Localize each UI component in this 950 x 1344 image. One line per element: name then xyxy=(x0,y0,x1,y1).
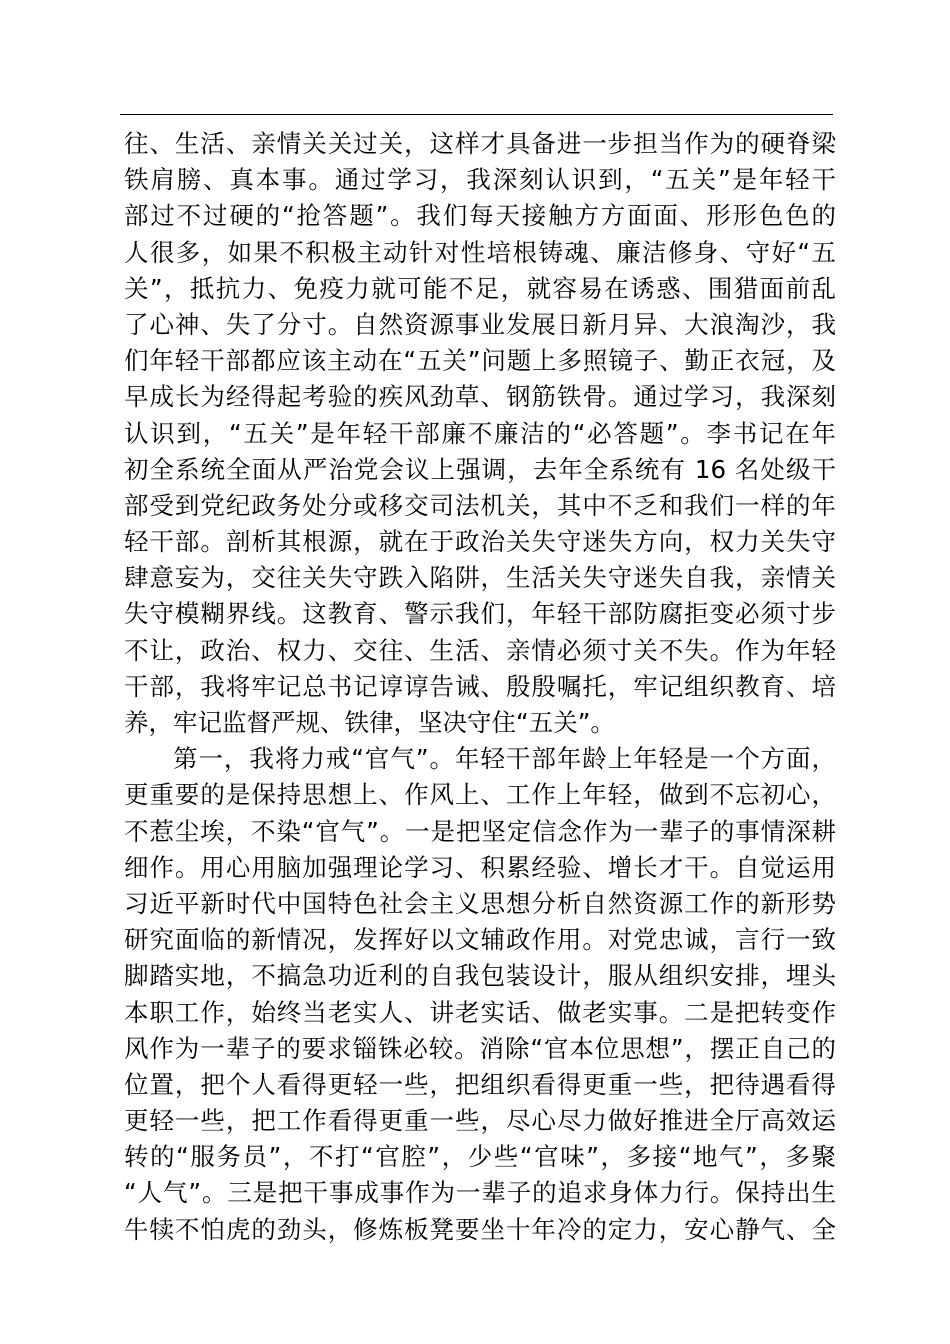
text-line: 肆意妄为，交往关失守跌入陷阱，生活关失守迷失自我，亲情关 xyxy=(124,563,836,593)
text-line: 轻干部。剖析其根源，就在于政治关失守迷失方向，权力关失守 xyxy=(124,527,836,557)
text-line: 认识到，“五关”是年轻干部廉不廉洁的“必答题”。李书记在年 xyxy=(124,418,836,448)
text-line: 更轻一些，把工作看得更重一些，尽心尽力做好推进全厅高效运 xyxy=(124,1106,836,1136)
text-line: 研究面临的新情况，发挥好以文辅政作用。对党忠诚，言行一致 xyxy=(124,925,836,955)
text-line: 往、生活、亲情关关过关，这样才具备进一步担当作为的硬脊梁 xyxy=(124,129,836,158)
text-line: 失守模糊界线。这教育、警示我们，年轻干部防腐拒变必须寸步 xyxy=(124,599,836,629)
text-line: 转的“服务员”，不打“官腔”，少些“官味”，多接“地气”，多聚 xyxy=(124,1142,836,1172)
text-line: 本职工作，始终当老实人、讲老实话、做老实事。二是把转变作 xyxy=(124,997,836,1027)
text-line: 习近平新时代中国特色社会主义思想分析自然资源工作的新形势 xyxy=(124,888,836,918)
text-line: 第一，我将力戒“官气”。年轻干部年龄上年轻是一个方面， xyxy=(173,744,836,774)
text-line: 不惹尘埃，不染“官气”。一是把坚定信念作为一辈子的事情深耕 xyxy=(124,816,836,846)
text-line: 养，牢记监督严规、铁律，坚决守住“五关”。 xyxy=(124,708,615,737)
body-text xyxy=(124,126,836,1248)
text-line: 不让，政治、权力、交往、生活、亲情必须寸关不失。作为年轻 xyxy=(124,635,836,665)
text-line: “人气”。三是把干事成事作为一辈子的追求身体力行。保持出生 xyxy=(124,1178,836,1208)
text-line: 脚踏实地，不搞急功近利的自我包装设计，服从组织安排，埋头 xyxy=(124,961,836,991)
text-line: 位置，把个人看得更轻一些，把组织看得更重一些，把待遇看得 xyxy=(124,1069,836,1099)
text-line: 们年轻干部都应该主动在“五关”问题上多照镜子、勤正衣冠，及 xyxy=(124,346,836,376)
header-rule xyxy=(120,114,833,115)
text-line: 初全系统全面从严治党会议上强调，去年全系统有 16 名处级干 xyxy=(124,454,836,484)
text-line: 铁肩膀、真本事。通过学习，我深刻认识到，“五关”是年轻干 xyxy=(124,165,836,195)
text-line: 部过不过硬的“抢答题”。我们每天接触方方面面、形形色色的 xyxy=(124,201,836,231)
text-line: 早成长为经得起考验的疾风劲草、钢筋铁骨。通过学习，我深刻 xyxy=(124,382,836,412)
text-line: 更重要的是保持思想上、作风上、工作上年轻，做到不忘初心， xyxy=(124,780,836,810)
text-line: 风作为一辈子的要求锱铢必较。消除“官本位思想”，摆正自己的 xyxy=(124,1033,836,1063)
text-line: 部受到党纪政务处分或移交司法机关，其中不乏和我们一样的年 xyxy=(124,490,836,520)
text-line: 关”，抵抗力、免疫力就可能不足，就容易在诱惑、围猎面前乱 xyxy=(124,273,836,303)
text-line: 牛犊不怕虎的劲头，修炼板凳要坐十年冷的定力，安心静气、全 xyxy=(124,1214,836,1244)
text-line: 了心神、失了分寸。自然资源事业发展日新月异、大浪淘沙，我 xyxy=(124,309,836,339)
text-line: 细作。用心用脑加强理论学习、积累经验、增长才干。自觉运用 xyxy=(124,852,836,882)
text-line: 干部，我将牢记总书记谆谆告诫、殷殷嘱托，牢记组织教育、培 xyxy=(124,671,836,701)
text-line: 人很多，如果不积极主动针对性培根铸魂、廉洁修身、守好“五 xyxy=(124,237,836,267)
